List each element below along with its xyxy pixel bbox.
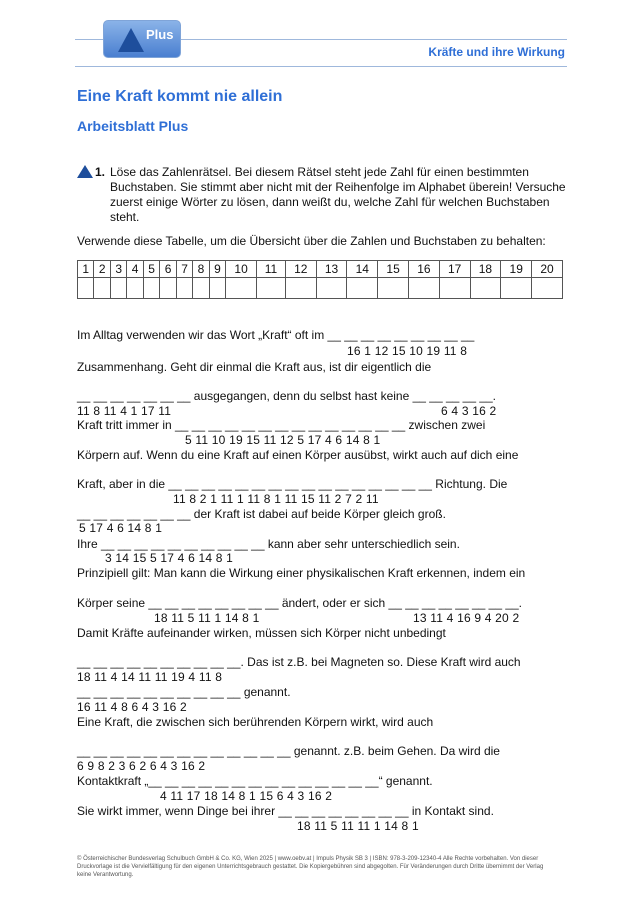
key-letter-cell[interactable]: [193, 278, 209, 299]
key-number-cell: 1: [78, 261, 94, 278]
task-text: Löse das Zahlenrätsel. Bei diesem Rätsel steht jede Zahl für einen bestimmten Buchstaben. Sie stimmt aber nicht mit der Reihenfolge im Alphabet überein! Versuche zuerst einige Wörter zu lösen, dann weißt du, welche Zahl für welchen Buchstaben steht.: [110, 165, 566, 224]
page-title: Eine Kraft kommt nie allein: [77, 88, 283, 105]
text-line: Im Alltag verwenden wir das Wort „Kraft“ oft im __ __ __ __ __ __ __ __ __: [77, 328, 475, 342]
key-number-cell: 2: [94, 261, 110, 278]
text-line: Kontaktkraft „__ __ __ __ __ __ __ __ __ __ __ __ __ __“ genannt.: [77, 774, 433, 788]
code-line: 16 1 12 15 10 19 11 8: [347, 344, 468, 358]
text-line: Eine Kraft, die zwischen sich berührenden Körpern wirkt, wird auch: [77, 715, 434, 729]
key-number-cell: 11: [257, 261, 286, 278]
key-letter-cell[interactable]: [176, 278, 192, 299]
key-table: [77, 260, 563, 299]
code-line: 11 8 2 1 11 1 11 8 1 11 15 11 2 7 2 11: [173, 492, 379, 506]
text-line: __ __ __ __ __ __ __ ausgegangen, denn du selbst hast keine __ __ __ __ __.: [77, 389, 497, 403]
task-triangle-icon: [77, 165, 93, 178]
code-line: 4 11 17 18 14 8 1 15 6 4 3 16 2: [160, 789, 333, 803]
key-number-cell: 8: [193, 261, 209, 278]
code-line: 13 11 4 16 9 4 20 2: [413, 611, 520, 625]
plus-logo: [103, 20, 181, 58]
key-number-cell: 6: [160, 261, 176, 278]
key-number-cell: 10: [226, 261, 257, 278]
topic-title: Kräfte und ihre Wirkung: [428, 45, 565, 59]
code-line: 6 4 3 16 2: [441, 404, 497, 418]
text-line: __ __ __ __ __ __ __ __ __ __ __ __ __ genannt. z.B. beim Gehen. Da wird die: [77, 744, 500, 758]
key-letter-cell[interactable]: [94, 278, 110, 299]
key-letter-cell[interactable]: [285, 278, 316, 299]
key-letter-cell[interactable]: [110, 278, 126, 299]
key-letter-cell[interactable]: [78, 278, 94, 299]
key-letter-cell[interactable]: [501, 278, 532, 299]
key-number-cell: 12: [285, 261, 316, 278]
text-line: Kraft tritt immer in __ __ __ __ __ __ __ __ __ __ __ __ __ __ zwischen zwei: [77, 418, 486, 432]
key-number-cell: 16: [408, 261, 439, 278]
text-line: __ __ __ __ __ __ __ __ __ __. Das ist z.B. bei Magneten so. Diese Kraft wird auch: [77, 655, 521, 669]
key-number-cell: 4: [127, 261, 143, 278]
text-line: __ __ __ __ __ __ __ der Kraft ist dabei auf beide Körper gleich groß.: [77, 507, 446, 521]
key-letter-cell[interactable]: [470, 278, 501, 299]
logo-text: Plus: [146, 27, 174, 42]
key-number-cell: 5: [143, 261, 159, 278]
footer-copyright: © Österreichischer Bundesverlag Schulbuch GmbH & Co. KG, Wien 2025 | www.oebv.at | Impuls Physik SB 3 | ISBN: 978-3-209-12340-4 Alle Rechte vorbehalten. Von dieser Druckvorlage ist die Vervielfältigung für den eigenen Unterrichtsgebrauch gestattet. Die Kopiergebühren sind abgegolten. Für Veränderungen durch Dritte übernimmt der Verlag keine Verantwortung.: [77, 856, 544, 878]
key-letter-cell[interactable]: [226, 278, 257, 299]
key-letter-cell[interactable]: [439, 278, 470, 299]
text-line: Sie wirkt immer, wenn Dinge bei ihrer __ __ __ __ __ __ __ __ in Kontakt sind.: [77, 804, 494, 818]
page-subtitle: Arbeitsblatt Plus: [77, 118, 189, 134]
key-letter-cell[interactable]: [532, 278, 563, 299]
text-line: Ihre __ __ __ __ __ __ __ __ __ __ kann aber sehr unterschiedlich sein.: [77, 537, 460, 551]
code-line: 6 9 8 2 3 6 2 6 4 3 16 2: [77, 759, 206, 773]
key-letter-cell[interactable]: [160, 278, 176, 299]
triangle-icon: [118, 28, 144, 52]
key-number-cell: 7: [176, 261, 192, 278]
code-line: 16 11 4 8 6 4 3 16 2: [77, 700, 187, 714]
key-letter-cell[interactable]: [378, 278, 409, 299]
code-line: 5 11 10 19 15 11 12 5 17 4 6 14 8 1: [185, 433, 381, 447]
text-line: Kraft, aber in die __ __ __ __ __ __ __ __ __ __ __ __ __ __ __ __ Richtung. Die: [77, 477, 508, 491]
code-line: 3 14 15 5 17 4 6 14 8 1: [105, 551, 234, 565]
text-line: Körper seine __ __ __ __ __ __ __ __ ändert, oder er sich __ __ __ __ __ __ __ __.: [77, 596, 523, 610]
key-letter-cell[interactable]: [408, 278, 439, 299]
key-number-cell: 20: [532, 261, 563, 278]
key-number-cell: 18: [470, 261, 501, 278]
code-line: 18 11 4 14 11 11 19 4 11 8: [77, 670, 223, 684]
text-line: __ __ __ __ __ __ __ __ __ __ genannt.: [77, 685, 291, 699]
code-line: 11 8 11 4 1 17 11: [77, 404, 172, 418]
instruction-text: Verwende diese Tabelle, um die Übersicht über die Zahlen und Buchstaben zu behalten:: [77, 234, 546, 248]
key-letter-cell[interactable]: [127, 278, 143, 299]
key-letter-cell[interactable]: [316, 278, 347, 299]
code-line: 18 11 5 11 11 1 14 8 1: [297, 819, 419, 833]
key-number-cell: 17: [439, 261, 470, 278]
key-letter-cell[interactable]: [209, 278, 225, 299]
task-number: 1.: [95, 165, 106, 179]
key-number-cell: 14: [347, 261, 378, 278]
text-line: Körpern auf. Wenn du eine Kraft auf einen Körper ausübst, wirkt auch auf dich eine: [77, 448, 519, 462]
key-number-cell: 13: [316, 261, 347, 278]
text-line: Prinzipiell gilt: Man kann die Wirkung einer physikalischen Kraft erkennen, indem ein: [77, 566, 526, 580]
key-number-cell: 3: [110, 261, 126, 278]
code-line: 18 11 5 11 1 14 8 1: [154, 611, 260, 625]
key-letter-cell[interactable]: [257, 278, 286, 299]
key-letter-cell[interactable]: [143, 278, 159, 299]
text-line: Zusammenhang. Geht dir einmal die Kraft aus, ist dir eigentlich die: [77, 360, 432, 374]
key-letter-cell[interactable]: [347, 278, 378, 299]
key-number-cell: 9: [209, 261, 225, 278]
key-number-cell: 19: [501, 261, 532, 278]
text-line: Damit Kräfte aufeinander wirken, müssen sich Körper nicht unbedingt: [77, 626, 446, 640]
key-number-cell: 15: [378, 261, 409, 278]
code-line: 5 17 4 6 14 8 1: [79, 521, 163, 535]
